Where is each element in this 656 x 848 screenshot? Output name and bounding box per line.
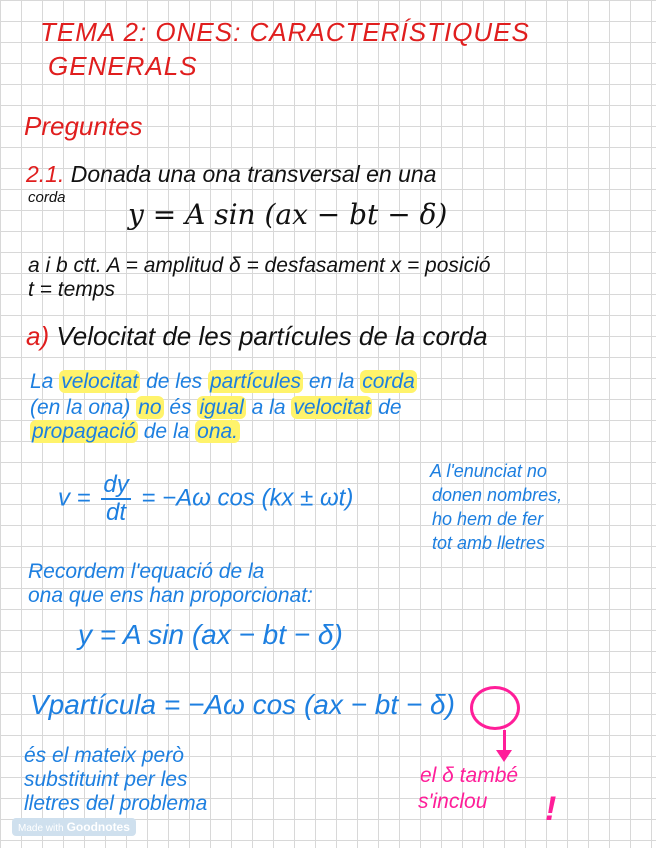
fraction-numerator: dy	[101, 472, 130, 500]
highlighted-word: no	[138, 396, 162, 419]
side-note-line-4: tot amb lletres	[432, 533, 546, 553]
side-note-line-2: donen nombres,	[432, 485, 563, 505]
side-note-line-1: A l'enunciat no	[430, 461, 547, 481]
answer-text: de	[372, 396, 402, 419]
section-heading: Preguntes	[24, 111, 143, 141]
answer-line-1	[30, 370, 417, 393]
answer-line-3	[30, 420, 240, 443]
velocity-rhs: = −Aω cos (kx ± ωt)	[141, 484, 354, 512]
badge-brand: Goodnotes	[66, 820, 130, 834]
fraction-denominator: dt	[106, 499, 127, 527]
problem-text-cont: corda	[28, 189, 66, 206]
highlighted-word: propagació	[32, 420, 136, 443]
delta-circle-annotation	[470, 686, 520, 730]
pink-note-line-1: el δ també	[420, 764, 519, 787]
wave-equation: y = A sin (ax − bt − δ)	[128, 198, 448, 231]
answer-text: La	[30, 370, 60, 393]
answer-text: a la	[245, 396, 292, 419]
problem-text: Donada una ona transversal en una	[70, 161, 437, 187]
badge-made-with: Made with	[18, 823, 64, 834]
recall-equation: y = A sin (ax − bt − δ)	[78, 619, 343, 650]
arrow-down-icon	[496, 750, 512, 762]
pink-note-line-2: s'inclou	[418, 790, 488, 813]
made-with-badge	[12, 818, 136, 836]
recall-line-1: Recordem l'equació de la	[28, 560, 265, 583]
page-title-line-1: TEMA 2: ONES: CARACTERÍSTIQUES	[40, 17, 530, 47]
particle-velocity-equation: Vpartícula = −Aω cos (ax − bt − δ)	[30, 689, 455, 720]
velocity-equation	[58, 472, 353, 527]
highlighted-word: corda	[362, 370, 415, 393]
part-a-label: a)	[26, 321, 50, 351]
highlighted-word: ona.	[197, 420, 239, 443]
definitions-cont: t = temps	[28, 278, 115, 301]
answer-text: de les	[140, 370, 208, 393]
footer-line-1: és el mateix però	[24, 744, 184, 767]
highlighted-word: igual	[199, 396, 244, 419]
highlighted-word: partícules	[209, 370, 302, 393]
answer-line-2	[30, 396, 402, 419]
side-note-line-3: ho hem de fer	[432, 509, 544, 529]
footer-line-3: lletres del problema	[24, 792, 208, 815]
highlighted-word: velocitat	[61, 370, 139, 393]
answer-text: en la	[303, 370, 361, 393]
definitions: a i b ctt. A = amplitud δ = desfasament x = posició	[28, 254, 491, 277]
velocity-lhs: v =	[58, 484, 91, 512]
exclamation-mark: !	[545, 790, 557, 828]
problem-statement	[26, 162, 436, 187]
fraction	[101, 472, 130, 527]
page-title-line-2: GENERALS	[48, 51, 198, 81]
answer-text: de la	[137, 420, 196, 443]
problem-number: 2.1.	[26, 161, 65, 187]
recall-line-2: ona que ens han proporcionat:	[28, 584, 313, 607]
answer-text: és	[163, 396, 198, 419]
part-a-heading	[26, 322, 488, 351]
highlighted-word: velocitat	[293, 396, 371, 419]
answer-text: (en la ona)	[30, 396, 137, 419]
part-a-text: Velocitat de les partícules de la corda	[56, 321, 488, 351]
footer-line-2: substituint per les	[24, 768, 188, 791]
